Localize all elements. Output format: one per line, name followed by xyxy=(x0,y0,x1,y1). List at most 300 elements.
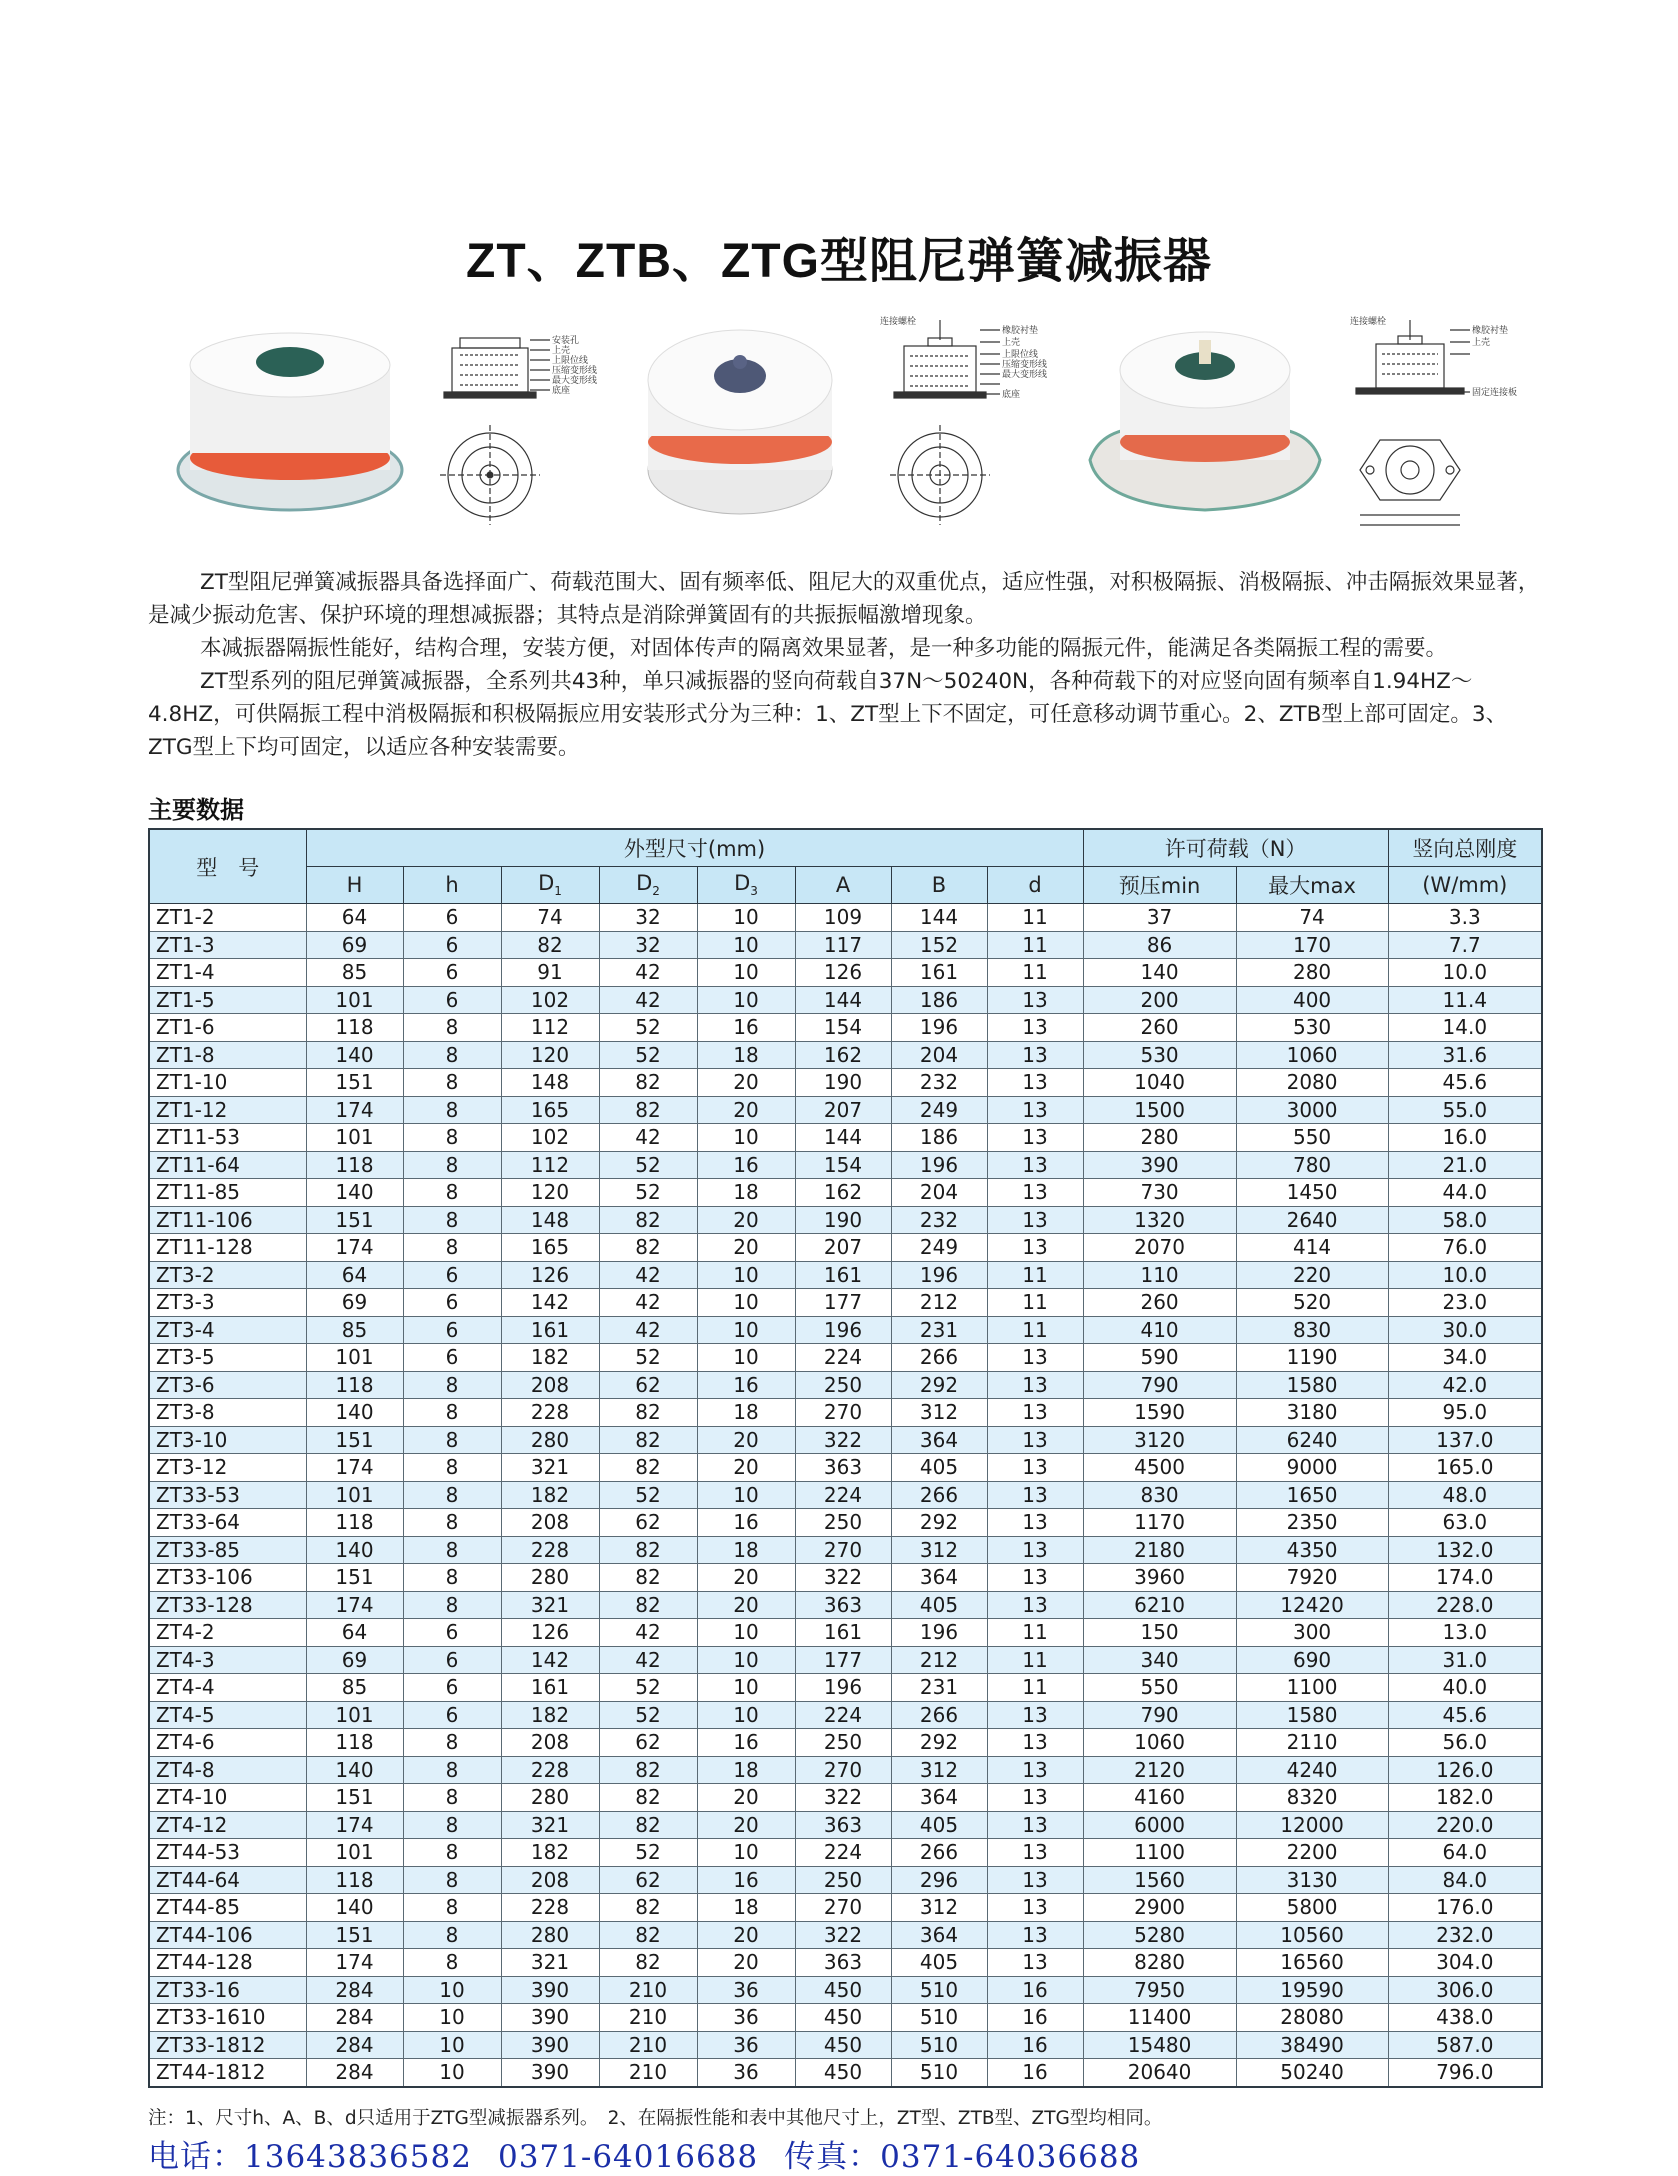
table-cell: 10 xyxy=(697,1344,795,1372)
table-cell: 304.0 xyxy=(1388,1949,1542,1977)
cell-model: ZT44-128 xyxy=(149,1949,306,1977)
table-cell: 85 xyxy=(306,959,403,987)
table-cell: 8 xyxy=(403,1096,501,1124)
table-row xyxy=(149,959,1542,987)
table-row xyxy=(149,1619,1542,1647)
cell-model: ZT4-8 xyxy=(149,1756,306,1784)
table-row xyxy=(149,1124,1542,1152)
table-cell: 186 xyxy=(891,986,987,1014)
table-cell: 228 xyxy=(501,1756,599,1784)
table-cell: 7.7 xyxy=(1388,931,1542,959)
table-cell: 13 xyxy=(987,1041,1083,1069)
table-cell: 13 xyxy=(987,1179,1083,1207)
table-cell: 438.0 xyxy=(1388,2004,1542,2032)
table-cell: 510 xyxy=(891,2059,987,2087)
table-cell: 270 xyxy=(795,1756,891,1784)
table-cell: 52 xyxy=(599,1041,697,1069)
table-cell: 82 xyxy=(599,1454,697,1482)
table-cell: 450 xyxy=(795,2004,891,2032)
table-cell: 212 xyxy=(891,1646,987,1674)
table-cell: 6 xyxy=(403,1316,501,1344)
table-cell: 9000 xyxy=(1236,1454,1388,1482)
svg-text:橡胶衬垫: 橡胶衬垫 xyxy=(1002,326,1039,336)
table-cell: 42 xyxy=(599,1289,697,1317)
table-cell: 6 xyxy=(403,904,501,932)
table-cell: 13 xyxy=(987,1481,1083,1509)
table-cell: 118 xyxy=(306,1014,403,1042)
table-cell: 1450 xyxy=(1236,1179,1388,1207)
table-cell: 6 xyxy=(403,1261,501,1289)
table-cell: 390 xyxy=(1083,1151,1236,1179)
cell-model: ZT11-106 xyxy=(149,1206,306,1234)
cell-model: ZT3-12 xyxy=(149,1454,306,1482)
table-cell: 1560 xyxy=(1083,1866,1236,1894)
table-cell: 10560 xyxy=(1236,1921,1388,1949)
table-cell: 10 xyxy=(697,1481,795,1509)
table-row xyxy=(149,1536,1542,1564)
table-cell: 13 xyxy=(987,1344,1083,1372)
table-cell: 82 xyxy=(599,1811,697,1839)
table-cell: 510 xyxy=(891,2031,987,2059)
cell-model: ZT3-5 xyxy=(149,1344,306,1372)
table-cell: 6 xyxy=(403,986,501,1014)
table-cell: 1500 xyxy=(1083,1096,1236,1124)
table-cell: 312 xyxy=(891,1756,987,1784)
table-row xyxy=(149,2059,1542,2087)
table-cell: 20 xyxy=(697,1096,795,1124)
table-cell: 266 xyxy=(891,1344,987,1372)
table-cell: 1320 xyxy=(1083,1206,1236,1234)
table-cell: 228 xyxy=(501,1536,599,1564)
table-cell: 249 xyxy=(891,1234,987,1262)
table-cell: 210 xyxy=(599,2031,697,2059)
table-cell: 126 xyxy=(501,1261,599,1289)
table-cell: 118 xyxy=(306,1866,403,1894)
table-cell: 110 xyxy=(1083,1261,1236,1289)
table-cell: 405 xyxy=(891,1591,987,1619)
table-cell: 2070 xyxy=(1083,1234,1236,1262)
table-cell: 2120 xyxy=(1083,1756,1236,1784)
table-cell: 284 xyxy=(306,2004,403,2032)
table-row xyxy=(149,1426,1542,1454)
table-cell: 8 xyxy=(403,1124,501,1152)
table-cell: 82 xyxy=(599,1426,697,1454)
table-cell: 69 xyxy=(306,1646,403,1674)
table-cell: 140 xyxy=(306,1399,403,1427)
table-cell: 196 xyxy=(795,1316,891,1344)
table-cell: 322 xyxy=(795,1921,891,1949)
header-h: h xyxy=(403,867,501,904)
table-cell: 18 xyxy=(697,1399,795,1427)
table-cell: 8 xyxy=(403,1426,501,1454)
table-cell: 284 xyxy=(306,2031,403,2059)
table-cell: 64 xyxy=(306,1619,403,1647)
table-cell: 590 xyxy=(1083,1344,1236,1372)
table-cell: 36 xyxy=(697,2004,795,2032)
table-cell: 224 xyxy=(795,1839,891,1867)
table-cell: 16 xyxy=(697,1371,795,1399)
table-cell: 182 xyxy=(501,1701,599,1729)
table-cell: 112 xyxy=(501,1151,599,1179)
table-cell: 176.0 xyxy=(1388,1894,1542,1922)
cell-model: ZT33-1812 xyxy=(149,2031,306,2059)
table-cell: 50240 xyxy=(1236,2059,1388,2087)
table-cell: 182 xyxy=(501,1481,599,1509)
table-cell: 154 xyxy=(795,1014,891,1042)
cell-model: ZT1-3 xyxy=(149,931,306,959)
table-cell: 82 xyxy=(599,1399,697,1427)
table-cell: 144 xyxy=(795,986,891,1014)
table-cell: 210 xyxy=(599,2004,697,2032)
table-cell: 85 xyxy=(306,1316,403,1344)
table-cell: 13 xyxy=(987,1811,1083,1839)
svg-text:底座: 底座 xyxy=(552,386,571,396)
table-cell: 10 xyxy=(697,1701,795,1729)
table-cell: 16 xyxy=(697,1151,795,1179)
table-cell: 11 xyxy=(987,1316,1083,1344)
table-cell: 228.0 xyxy=(1388,1591,1542,1619)
table-cell: 300 xyxy=(1236,1619,1388,1647)
table-cell: 13 xyxy=(987,986,1083,1014)
svg-text:最大变形线: 最大变形线 xyxy=(1002,370,1048,380)
cell-model: ZT1-6 xyxy=(149,1014,306,1042)
table-cell: 10 xyxy=(697,1261,795,1289)
table-cell: 16 xyxy=(697,1014,795,1042)
table-cell: 6210 xyxy=(1083,1591,1236,1619)
table-cell: 6000 xyxy=(1083,1811,1236,1839)
table-cell: 20 xyxy=(697,1564,795,1592)
table-cell: 450 xyxy=(795,1976,891,2004)
table-cell: 154 xyxy=(795,1151,891,1179)
table-cell: 280 xyxy=(501,1784,599,1812)
table-row xyxy=(149,2004,1542,2032)
cell-model: ZT33-128 xyxy=(149,1591,306,1619)
table-cell: 126 xyxy=(501,1619,599,1647)
cell-model: ZT4-10 xyxy=(149,1784,306,1812)
table-cell: 11 xyxy=(987,1289,1083,1317)
table-cell: 1190 xyxy=(1236,1344,1388,1372)
table-cell: 196 xyxy=(891,1151,987,1179)
table-cell: 780 xyxy=(1236,1151,1388,1179)
table-cell: 196 xyxy=(891,1261,987,1289)
table-cell: 174 xyxy=(306,1949,403,1977)
table-cell: 4500 xyxy=(1083,1454,1236,1482)
table-cell: 20 xyxy=(697,1949,795,1977)
table-cell: 11 xyxy=(987,931,1083,959)
table-cell: 151 xyxy=(306,1784,403,1812)
table-cell: 306.0 xyxy=(1388,1976,1542,2004)
table-cell: 20 xyxy=(697,1426,795,1454)
table-cell: 10 xyxy=(403,2031,501,2059)
table-cell: 140 xyxy=(306,1041,403,1069)
cell-model: ZT33-1610 xyxy=(149,2004,306,2032)
table-cell: 10 xyxy=(403,1976,501,2004)
table-cell: 20 xyxy=(697,1811,795,1839)
table-cell: 1580 xyxy=(1236,1371,1388,1399)
table-cell: 11 xyxy=(987,1261,1083,1289)
table-cell: 8 xyxy=(403,1399,501,1427)
table-row xyxy=(149,1344,1542,1372)
table-row xyxy=(149,1839,1542,1867)
table-cell: 5280 xyxy=(1083,1921,1236,1949)
table-cell: 10 xyxy=(697,959,795,987)
svg-text:橡胶衬垫: 橡胶衬垫 xyxy=(1472,326,1509,336)
table-cell: 40.0 xyxy=(1388,1674,1542,1702)
table-cell: 10 xyxy=(697,931,795,959)
table-cell: 117 xyxy=(795,931,891,959)
table-cell: 82 xyxy=(599,1206,697,1234)
table-cell: 42 xyxy=(599,986,697,1014)
cell-model: ZT44-85 xyxy=(149,1894,306,1922)
table-cell: 7920 xyxy=(1236,1564,1388,1592)
table-cell: 52 xyxy=(599,1701,697,1729)
header-D2: $D_2$ xyxy=(599,867,697,904)
table-cell: 52 xyxy=(599,1674,697,1702)
cell-model: ZT11-128 xyxy=(149,1234,306,1262)
table-row xyxy=(149,1151,1542,1179)
table-cell: 20640 xyxy=(1083,2059,1236,2087)
table-cell: 730 xyxy=(1083,1179,1236,1207)
table-cell: 42 xyxy=(599,1619,697,1647)
table-cell: 21.0 xyxy=(1388,1151,1542,1179)
table-row xyxy=(149,1509,1542,1537)
table-cell: 8 xyxy=(403,1014,501,1042)
table-cell: 212 xyxy=(891,1289,987,1317)
table-cell: 109 xyxy=(795,904,891,932)
table-row xyxy=(149,1866,1542,1894)
table-cell: 101 xyxy=(306,1344,403,1372)
svg-text:连接螺栓: 连接螺栓 xyxy=(880,317,917,327)
table-cell: 266 xyxy=(891,1701,987,1729)
table-cell: 186 xyxy=(891,1124,987,1152)
table-cell: 10 xyxy=(697,1289,795,1317)
cell-model: ZT4-5 xyxy=(149,1701,306,1729)
table-cell: 232.0 xyxy=(1388,1921,1542,1949)
table-cell: 8 xyxy=(403,1894,501,1922)
table-cell: 63.0 xyxy=(1388,1509,1542,1537)
table-cell: 69 xyxy=(306,931,403,959)
table-cell: 8 xyxy=(403,1151,501,1179)
ztg-technical-drawing xyxy=(1350,310,1520,540)
table-row xyxy=(149,904,1542,932)
table-cell: 8 xyxy=(403,1756,501,1784)
table-row xyxy=(149,1289,1542,1317)
table-cell: 48.0 xyxy=(1388,1481,1542,1509)
table-cell: 1040 xyxy=(1083,1069,1236,1097)
table-cell: 228 xyxy=(501,1894,599,1922)
table-cell: 62 xyxy=(599,1509,697,1537)
table-cell: 8 xyxy=(403,1069,501,1097)
table-cell: 390 xyxy=(501,2004,599,2032)
table-cell: 82 xyxy=(599,1096,697,1124)
svg-text:安装孔: 安装孔 xyxy=(552,336,580,346)
table-cell: 8 xyxy=(403,1729,501,1757)
cell-model: ZT3-6 xyxy=(149,1371,306,1399)
table-cell: 405 xyxy=(891,1811,987,1839)
table-cell: 312 xyxy=(891,1399,987,1427)
table-cell: 363 xyxy=(795,1811,891,1839)
table-cell: 82 xyxy=(501,931,599,959)
table-cell: 8 xyxy=(403,1866,501,1894)
cell-model: ZT4-6 xyxy=(149,1729,306,1757)
cell-model: ZT1-5 xyxy=(149,986,306,1014)
cell-model: ZT3-3 xyxy=(149,1289,306,1317)
table-cell: 830 xyxy=(1083,1481,1236,1509)
table-cell: 151 xyxy=(306,1069,403,1097)
table-cell: 42.0 xyxy=(1388,1371,1542,1399)
table-cell: 177 xyxy=(795,1289,891,1317)
table-cell: 280 xyxy=(1236,959,1388,987)
table-cell: 36 xyxy=(697,2031,795,2059)
table-cell: 32 xyxy=(599,931,697,959)
table-cell: 1100 xyxy=(1236,1674,1388,1702)
table-cell: 13 xyxy=(987,1866,1083,1894)
svg-text:上限位线: 上限位线 xyxy=(1002,350,1039,360)
table-cell: 13 xyxy=(987,1454,1083,1482)
table-cell: 284 xyxy=(306,2059,403,2087)
header-dimensions: 外型尺寸(mm) xyxy=(306,829,1083,867)
table-cell: 8 xyxy=(403,1564,501,1592)
table-cell: 292 xyxy=(891,1509,987,1537)
table-cell: 10 xyxy=(697,1646,795,1674)
header-stiffness: 竖向总刚度 xyxy=(1388,829,1542,867)
table-cell: 292 xyxy=(891,1729,987,1757)
cell-model: ZT4-4 xyxy=(149,1674,306,1702)
table-cell: 364 xyxy=(891,1921,987,1949)
table-cell: 20 xyxy=(697,1206,795,1234)
table-row xyxy=(149,2031,1542,2059)
header-preload-min: 预压min xyxy=(1083,867,1236,904)
table-cell: 321 xyxy=(501,1454,599,1482)
table-cell: 280 xyxy=(1083,1124,1236,1152)
table-cell: 10 xyxy=(697,1619,795,1647)
svg-text:上壳: 上壳 xyxy=(552,346,571,356)
table-cell: 312 xyxy=(891,1536,987,1564)
table-row xyxy=(149,1729,1542,1757)
table-cell: 8320 xyxy=(1236,1784,1388,1812)
table-row xyxy=(149,1234,1542,1262)
product-illustrations xyxy=(150,310,1550,550)
table-row xyxy=(149,1316,1542,1344)
table-cell: 190 xyxy=(795,1206,891,1234)
table-cell: 8 xyxy=(403,1811,501,1839)
table-cell: 4160 xyxy=(1083,1784,1236,1812)
table-cell: 8 xyxy=(403,1454,501,1482)
table-cell: 270 xyxy=(795,1536,891,1564)
table-cell: 34.0 xyxy=(1388,1344,1542,1372)
table-cell: 148 xyxy=(501,1206,599,1234)
table-cell: 20 xyxy=(697,1921,795,1949)
table-cell: 292 xyxy=(891,1371,987,1399)
cell-model: ZT3-2 xyxy=(149,1261,306,1289)
table-cell: 58.0 xyxy=(1388,1206,1542,1234)
table-cell: 13.0 xyxy=(1388,1619,1542,1647)
table-cell: 250 xyxy=(795,1371,891,1399)
table-cell: 28080 xyxy=(1236,2004,1388,2032)
svg-text:固定连接板: 固定连接板 xyxy=(1472,388,1518,398)
table-cell: 321 xyxy=(501,1811,599,1839)
table-cell: 6 xyxy=(403,1646,501,1674)
cell-model: ZT33-64 xyxy=(149,1509,306,1537)
table-cell: 82 xyxy=(599,1784,697,1812)
table-cell: 137.0 xyxy=(1388,1426,1542,1454)
table-cell: 6 xyxy=(403,1674,501,1702)
table-cell: 8 xyxy=(403,1839,501,1867)
table-cell: 204 xyxy=(891,1041,987,1069)
svg-text:最大变形线: 最大变形线 xyxy=(552,376,598,386)
table-cell: 11 xyxy=(987,959,1083,987)
table-cell: 587.0 xyxy=(1388,2031,1542,2059)
table-cell: 6 xyxy=(403,1289,501,1317)
table-cell: 165 xyxy=(501,1234,599,1262)
table-cell: 16 xyxy=(987,1976,1083,2004)
table-cell: 8 xyxy=(403,1481,501,1509)
table-cell: 196 xyxy=(891,1619,987,1647)
table-cell: 74 xyxy=(501,904,599,932)
table-cell: 174 xyxy=(306,1454,403,1482)
table-cell: 18 xyxy=(697,1756,795,1784)
cell-model: ZT33-16 xyxy=(149,1976,306,2004)
table-cell: 10 xyxy=(697,1839,795,1867)
cell-model: ZT4-2 xyxy=(149,1619,306,1647)
table-cell: 270 xyxy=(795,1399,891,1427)
table-cell: 10.0 xyxy=(1388,959,1542,987)
table-cell: 174.0 xyxy=(1388,1564,1542,1592)
contact-info xyxy=(148,2131,1166,2176)
table-row xyxy=(149,1399,1542,1427)
header-d: d xyxy=(987,867,1083,904)
table-cell: 52 xyxy=(599,1179,697,1207)
table-cell: 2900 xyxy=(1083,1894,1236,1922)
table-cell: 13 xyxy=(987,1894,1083,1922)
cell-model: ZT44-106 xyxy=(149,1921,306,1949)
section-title: 主要数据 xyxy=(148,796,244,824)
table-cell: 363 xyxy=(795,1591,891,1619)
table-cell: 228 xyxy=(501,1399,599,1427)
table-cell: 120 xyxy=(501,1041,599,1069)
table-cell: 15480 xyxy=(1083,2031,1236,2059)
table-cell: 4240 xyxy=(1236,1756,1388,1784)
table-cell: 162 xyxy=(795,1041,891,1069)
table-cell: 1060 xyxy=(1083,1729,1236,1757)
table-cell: 13 xyxy=(987,1784,1083,1812)
table-cell: 200 xyxy=(1083,986,1236,1014)
table-cell: 405 xyxy=(891,1949,987,1977)
table-cell: 250 xyxy=(795,1729,891,1757)
table-cell: 151 xyxy=(306,1206,403,1234)
zt-technical-drawing xyxy=(430,310,600,540)
page-title: ZT、ZTB、ZTG型阻尼弹簧减振器 xyxy=(466,235,1212,288)
table-cell: 280 xyxy=(501,1564,599,1592)
table-cell: 12420 xyxy=(1236,1591,1388,1619)
table-cell: 182 xyxy=(501,1839,599,1867)
intro-paragraph: ZT型阻尼弹簧减振器具备选择面广、荷载范围大、固有频率低、阻尼大的双重优点，适应性强，对积极隔振、消极隔振、冲击隔振效果显著，是减少振动危害、保护环境的理想减振器；其特点是消除弹簧固有的共振振幅激增现象。 xyxy=(148,570,1540,628)
table-cell: 91 xyxy=(501,959,599,987)
table-cell: 10 xyxy=(697,986,795,1014)
table-cell: 13 xyxy=(987,1949,1083,1977)
table-cell: 8 xyxy=(403,1041,501,1069)
table-cell: 8 xyxy=(403,1784,501,1812)
table-cell: 11 xyxy=(987,1674,1083,1702)
table-row xyxy=(149,1756,1542,1784)
table-cell: 170 xyxy=(1236,931,1388,959)
cell-model: ZT1-4 xyxy=(149,959,306,987)
table-cell: 2640 xyxy=(1236,1206,1388,1234)
table-cell: 224 xyxy=(795,1344,891,1372)
table-cell: 11400 xyxy=(1083,2004,1236,2032)
table-cell: 405 xyxy=(891,1454,987,1482)
table-cell: 144 xyxy=(795,1124,891,1152)
